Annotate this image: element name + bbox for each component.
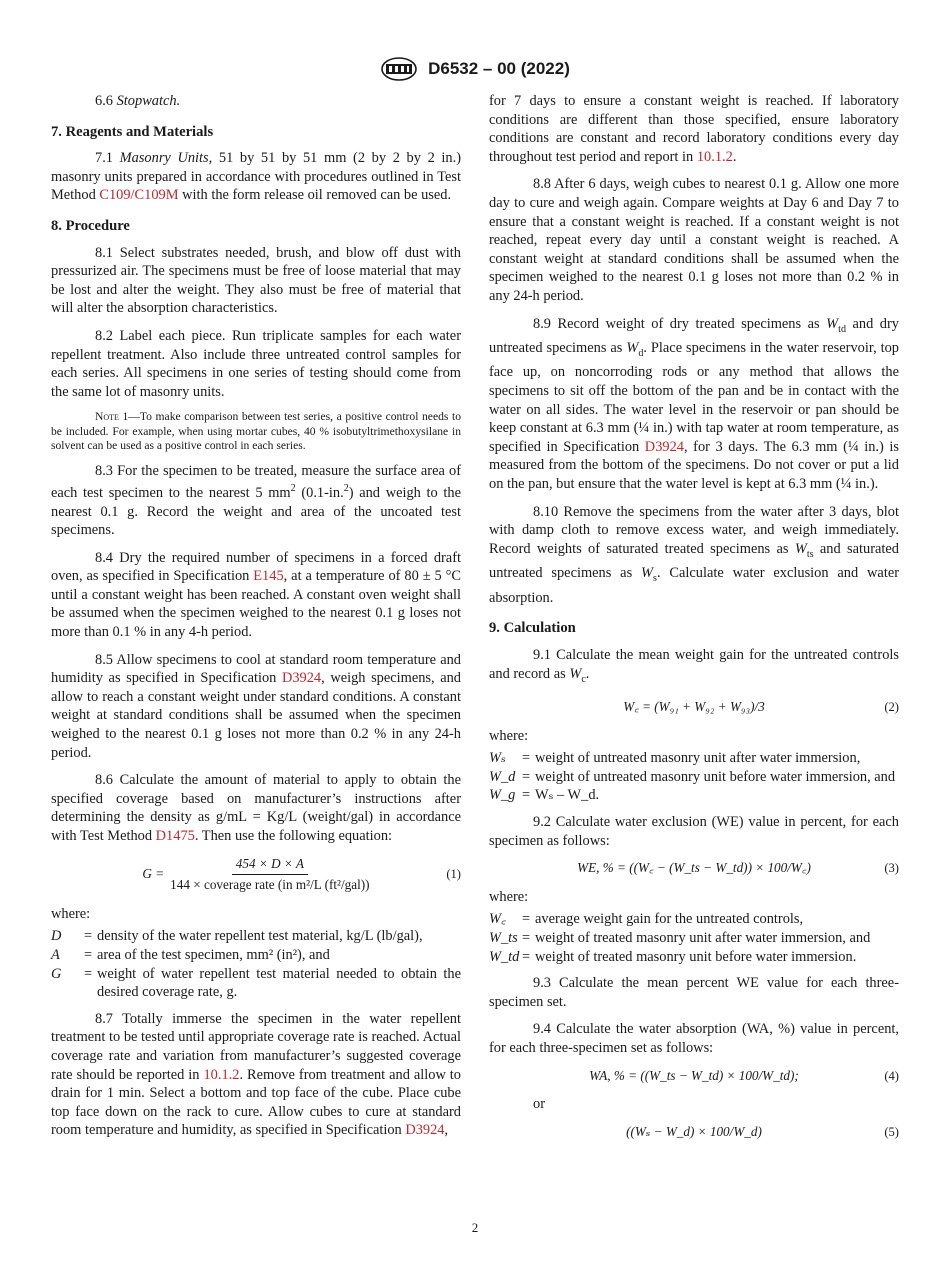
where-label: where: <box>489 888 529 905</box>
where-label: where: <box>489 727 529 744</box>
section-9-4: 9.4 Calculate the water absorption (WA, %) value in percent, for each three-specimen set as follows: <box>489 1021 899 1056</box>
section-8-6: 8.6 Calculate the amount of material to apply to obtain the specified coverage based on manufacturer’s instructions after determining the density as g/mL = Kg/L (weight/gal) in accordance with Test Method D1475. Then use the following equation: <box>51 772 461 845</box>
section-8-5: 8.5 Allow specimens to cool at standard room temperature and humidity as specified in Specification D3924, weigh specimens, and allow to reach a constant weight under standard conditions. A constant weight at standard conditions shall be assumed when the specimen weighed to the nearest 0.1 g loses not more than 0.2 % in any 24-h period. <box>51 651 461 761</box>
or-label: or <box>533 1096 545 1113</box>
equation-4: WA, % = ((W_ts − W_td) × 100/W_td); (4) <box>589 1067 899 1083</box>
section-8-7-continued: for 7 days to ensure a constant weight is reached. If laboratory conditions are different than those specified, ensure laboratory conditions are constant and record laboratory conditions every day throughout test period and report in 10.1.2. <box>489 93 899 165</box>
note-1: Note 1—To make comparison between test series, a positive control needs to be included. For example, when using mortar cubes, 40 % isobutyltrimethoxysilane in solvent can be used as a positive control in each series. <box>51 410 461 453</box>
ref-link-10-1-2[interactable]: 10.1.2 <box>696 148 733 165</box>
ref-link-d1475[interactable]: D1475 <box>155 828 195 845</box>
equation-5: ((Wₛ − W_d) × 100/W_d) (5) <box>626 1123 899 1139</box>
ref-link-d3924[interactable]: D3924 <box>644 438 684 455</box>
definitions-2: Wₛ = weight of untreated masonry unit after water immersion, W_d = weight of untreated masonry unit before water immersion, and W_g = Wₛ – W_d. <box>489 750 896 804</box>
ref-link-d3924[interactable]: D3924 <box>405 1122 445 1139</box>
definitions-1: D = density of the water repellent test material, kg/L (lb/gal), A = area of the test specimen, mm² (in²), and G = weight of water repellent test material needed to obtain the desired coverage rate, g. <box>51 928 461 1001</box>
section-8-1: 8.1 Select substrates needed, brush, and blow off dust with pressurized air. The specimens must be free of loose material that may be lost and alter the weight. They also must be free of material that will alter the absorption characteristics. <box>51 244 461 317</box>
section-8-8: 8.8 After 6 days, weigh cubes to nearest 0.1 g. Allow one more day to cure and weigh again. Compare weights at Day 6 and Day 7 to ensure that a constant weight is reached. If a constant weight is not reached, repeat every day until a constant weight is reached. A constant weight at standard conditions shall be assumed when the specimen weighed to the nearest 0.1 g loses not more than 0.2 % in any 24-h period. <box>489 176 899 304</box>
ref-link-10-1-2[interactable]: 10.1.2 <box>203 1066 240 1083</box>
section-9-1: 9.1 Calculate the mean weight gain for the untreated controls and record as $W_c$. <box>489 646 899 685</box>
heading-reagents: 7. Reagents and Materials <box>51 123 214 140</box>
right-column <box>489 92 899 1151</box>
left-column <box>51 92 461 1149</box>
heading-procedure: 8. Procedure <box>51 217 130 234</box>
section-9-2: 9.2 Calculate water exclusion (WE) value in percent, for each specimen as follows: <box>489 813 899 849</box>
ref-link-d3924[interactable]: D3924 <box>281 670 322 687</box>
section-6-6: 6.6 Stopwatch. <box>95 93 181 109</box>
section-8-4: 8.4 Dry the required number of specimens in a forced draft oven, as specified in Specification E145, at a temperature of 80 ± 5 °C until a constant weight has been reached. A constant oven weight shall be assumed when the specimen weighed to the nearest 0.1 g loses not more than 0.1 % in any 4-h period. <box>51 549 461 641</box>
section-9-3: 9.3 Calculate the mean percent WE value for each three-specimen set. <box>489 975 899 1010</box>
definitions-3: W꜀ = average weight gain for the untreated controls, W_ts = weight of treated masonry unit after water immersion, and W_td = weight of treated masonry unit before water immersion. <box>489 911 871 965</box>
standard-designation: D6532 – 00 (2022) <box>428 59 570 78</box>
equation-1: G = $\frac{454 \times D \times A}{\text{144 × coverage rate (in m²/L (ft²/gal))}}$ (1) <box>142 855 461 893</box>
equation-3: WE, % = ((W꜀ − (W_ts − W_td)) × 100/W꜀) (3) <box>577 860 899 876</box>
section-8-2: 8.2 Label each piece. Run triplicate samples for each water repellent treatment. Also include three untreated control samples for each series. All specimens in one series of testing should come from the same lot of masonry units. <box>51 327 461 400</box>
section-8-7: 8.7 Totally immerse the specimen in the water repellent treatment to be tested until appropriate coverage rate is reached. Actual coverage rate and variation from manufacturer’s suggested coverage rate should be reported in 10.1.2. Remove from treatment and allow to drain for 1 min. Select a bottom and top face of the cube. Place cube top face down on the rack to cure. Allow cubes to cure at standard room temperature and humidity, as specified in Specification D3924, <box>51 1010 461 1139</box>
equation-2: W꜀ = (W₉₁ + W₉₂ + W₉₃)/3 (2) <box>623 699 899 714</box>
section-8-10: 8.10 Remove the specimens from the water after 3 days, blot with damp cloth to remove excess water, and weigh immediately. Record weights of saturated treated specimens as $W_{ts}$ and saturated untreated specimens as $W_s$. Calculate water exclusion and water absorption. <box>489 503 899 606</box>
heading-calculation: 9. Calculation <box>489 620 576 637</box>
page-number: 2 <box>471 1220 479 1235</box>
section-8-9: 8.9 Record weight of dry treated specimens as $W_{td}$ and dry untreated specimens as $W_d$. Place specimens in the water reservoir, top face up, on noncorroding rods or any method that allows the specimens to sit off the bottom of the pan and be in contact with the water on all sides. The water level in the reservoir or pan should be keep constant at 6.3 mm (¼ in.) with tap water at room temperature, as specified in Specification D3924, for 3 days. The 6.3 mm (¼ in.) is measured from the bottom of the specimens. Do not cover or put a lid on the pan, but ensure that the water level is kept at 6.3 mm (¼ in.). <box>489 315 900 493</box>
ref-link-c109[interactable]: C109/C109M <box>99 187 179 204</box>
section-8-3: 8.3 For the specimen to be treated, measure the surface area of each test specimen to the nearest 5 $mm^2$ (0.1-in.$^2$) and weigh to the nearest 0.1 g. Record the weight and area of the uncoated test specimens. <box>51 462 462 539</box>
ref-link-e145[interactable]: E145 <box>253 568 284 585</box>
where-label: where: <box>51 905 91 922</box>
astm-logo-icon <box>380 56 418 82</box>
section-7-1: 7.1 Masonry Units, 51 by 51 by 51 mm (2 by 2 by 2 in.) masonry units prepared in accordance with procedures outlined in Test Method C109/C109M with the form release oil removed can be used. <box>51 150 461 204</box>
page-header <box>0 56 950 82</box>
